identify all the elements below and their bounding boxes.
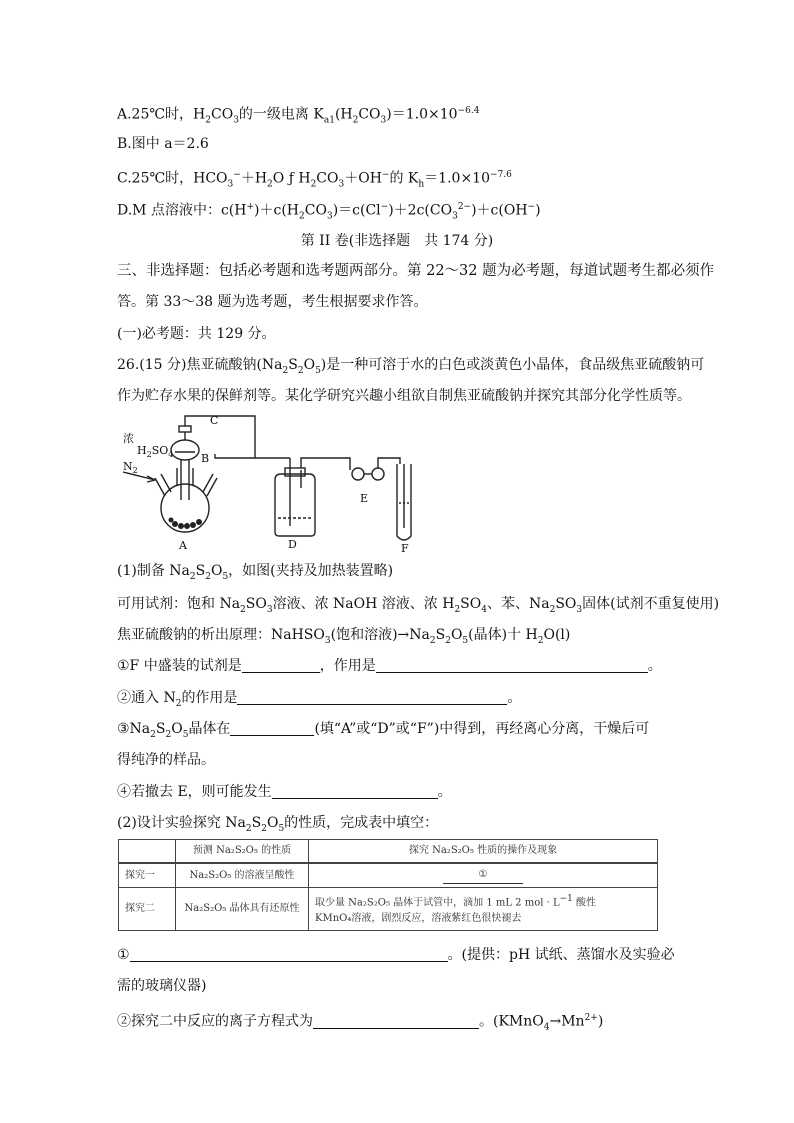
label-d: D <box>288 538 297 551</box>
part2-title: (2)设计实验探究 $Na_2S_2O_5$的性质，完成表中填空： <box>117 815 439 834</box>
table-row: 探究一 Na₂S₂O₅ 的溶液呈酸性 ① <box>119 863 658 888</box>
label-c: C <box>210 414 219 427</box>
bulb-e <box>352 468 364 480</box>
apparatus-diagram <box>115 408 425 553</box>
q26-line-2: 作为贮存水果的保鲜剂等。某化学研究兴趣小组欲自制焦亚硫酸钠并探究其部分化学性质等。 <box>117 388 691 404</box>
part1-title: (1)制备 $Na_2S_2O_5$，如图(夹持及加热装置略) <box>117 563 394 582</box>
table-header: 预测 Na₂S₂O₅ 的性质 <box>176 840 309 864</box>
label-n2: $N_2$ <box>123 460 138 475</box>
answer-blank[interactable]: ① <box>443 867 523 884</box>
label-b: B <box>201 452 210 465</box>
answer-blank[interactable] <box>237 690 507 705</box>
intro-line-3: (一)必考题：共 129 分。 <box>117 326 276 342</box>
label-conc: 浓 <box>123 432 134 445</box>
table-row: 探究二 Na₂S₂O₅ 晶体具有还原性 取少量 Na₂S₂O₅ 晶体于试管中，滴加 1 mL 2 mol · $L^{-1}$ 酸性 KMnO₄溶液，剧烈反应，溶液紫红色很快褪去 <box>119 888 658 931</box>
table-header: 探究 Na₂S₂O₅ 性质的操作及现象 <box>309 840 658 864</box>
label-e: E <box>360 492 369 505</box>
part1-q3: $③Na_2S_2O_5$晶体在 (填“A”或“D”或“F”)中得到，再经离心分离，干燥后可 <box>117 721 650 740</box>
section-title: 第 II 卷(非选择题 共 174 分) <box>300 233 494 249</box>
answer-blank[interactable] <box>130 947 448 962</box>
bottle-d <box>275 474 315 536</box>
part1-reagents: 可用试剂：饱和 $Na_2SO_3$溶液、浓 NaOH 溶液、浓 $H_2SO_4$、苯、$Na_2SO_3$固体(试剂不重复使用) <box>117 596 720 615</box>
part1-q3-cont: 得纯净的样品。 <box>117 752 215 768</box>
intro-line-1: 三、非选择题：包括必考题和选考题两部分。第 22～32 题为必考题，每道试题考生都必须作 <box>117 263 715 279</box>
part1-q4: ④若撤去 E，则可能发生 。 <box>117 784 452 800</box>
intro-line-2: 答。第 33～38 题为选考题，考生根据要求作答。 <box>117 294 428 310</box>
solid-reagent <box>169 518 203 530</box>
option-a: A.25℃时，$H_2CO_3$的一级电离 $K_{a1}(H_2CO_3)=1.0\times 10^{-6.4}$ <box>117 106 480 126</box>
option-b: B.图中 a＝2.6 <box>117 136 209 152</box>
funnel-b <box>171 440 199 460</box>
label-h2so4: $H_2SO_4$ <box>137 444 174 459</box>
part2-a1: ① 。(提供：pH 试纸、蒸馏水及实验必 <box>117 947 675 963</box>
table-header-row <box>119 840 658 864</box>
label-f: F <box>401 542 409 553</box>
answer-blank[interactable] <box>313 1014 479 1029</box>
part2-a1-cont: 需的玻璃仪器) <box>117 978 207 994</box>
part1-q2: ②通入 $N_2$的作用是 。 <box>117 690 522 709</box>
option-d: D.M 点溶液中：$c(H^+)+c(H_2CO_3)=c(Cl^-)+2c(CO_3^{2-})+c(OH^-)$ <box>117 202 541 222</box>
q26-line-1: 26.(15 分)焦亚硫酸钠$(Na_2S_2O_5)$是一种可溶于水的白色或淡黄色小晶体，食品级焦亚硫酸钠可 <box>117 357 705 376</box>
answer-blank[interactable] <box>376 658 648 673</box>
answer-blank[interactable] <box>242 658 320 673</box>
option-c: C.25℃时，$HCO_3^-+H_2O$ ƒ $H_2CO_3+OH^-$的 $K_h=1.0\times 10^{-7.6}$ <box>117 170 512 190</box>
answer-blank[interactable] <box>230 721 314 736</box>
part2-a2: ②探究二中反应的离子方程式为 。$(KMnO_4\to Mn^{2+})$ <box>117 1013 604 1033</box>
label-a: A <box>179 539 187 552</box>
property-table <box>118 839 658 931</box>
part1-principle: 焦亚硫酸钠的析出原理：NaHSO$_3$(饱和溶液)$\to Na_2S_2O_5$(晶体)十 $H_2O(l)$ <box>117 627 571 646</box>
answer-blank[interactable] <box>272 784 438 799</box>
part1-q1: ①F 中盛装的试剂是 ，作用是 。 <box>117 658 662 674</box>
